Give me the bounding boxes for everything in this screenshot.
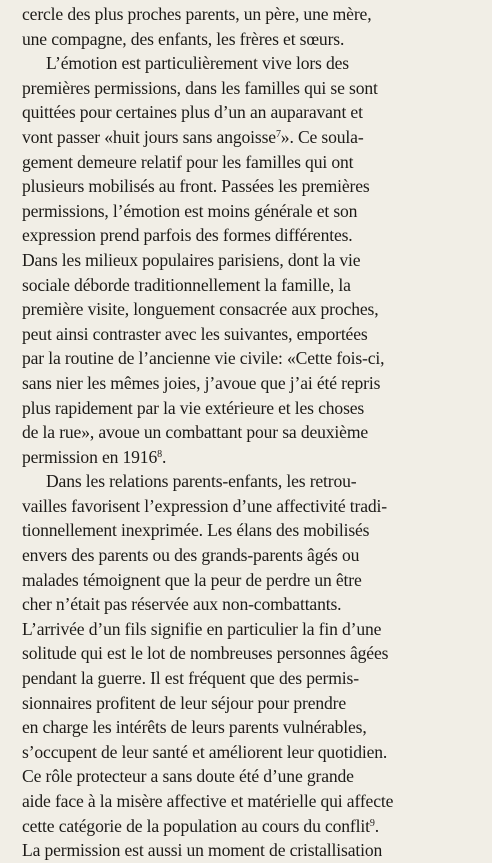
- text-line: [22, 641, 476, 666]
- line-text: L’arrivée d’un fils signifie en particulier la fin d’une: [22, 618, 382, 639]
- text-line: [22, 838, 476, 863]
- line-text: permission en 1916: [22, 446, 158, 467]
- line-text: cette catégorie de la population au cours du conflit: [22, 815, 370, 836]
- line-text: premières permissions, dans les familles qui se sont: [22, 77, 378, 98]
- line-text: pendant la guerre. Il est fréquent que des permis-: [22, 668, 359, 689]
- line-text: malades témoignent que la peur de perdre un être: [22, 569, 362, 590]
- line-text-continued: ». Ce soula-: [280, 126, 364, 147]
- text-line: [22, 248, 476, 273]
- text-line: [22, 568, 476, 593]
- text-line: [22, 223, 476, 248]
- text-line: [22, 51, 476, 76]
- line-text: expression prend parfois des formes différentes.: [22, 225, 353, 246]
- line-text: La permission est aussi un moment de cristallisation: [22, 840, 383, 861]
- line-text-continued: .: [374, 815, 379, 836]
- line-text: sans nier les mêmes joies, j’avoue que j’ai été repris: [22, 372, 381, 393]
- footnote-ref: 9: [369, 817, 375, 829]
- line-text: Dans les milieux populaires parisiens, dont la vie: [22, 249, 361, 270]
- line-text: première visite, longuement consacrée aux proches,: [22, 299, 379, 320]
- line-text: peut ainsi contraster avec les suivantes, emportées: [22, 323, 368, 344]
- line-text: plusieurs mobilisés au front. Passées les premières: [22, 176, 370, 197]
- line-text: permissions, l’émotion est moins générale et son: [22, 200, 358, 221]
- text-line: [22, 814, 476, 839]
- text-line: [22, 764, 476, 789]
- text-line: [22, 100, 476, 125]
- text-line: [22, 691, 476, 716]
- text-line: [22, 469, 476, 494]
- text-line: [22, 322, 476, 347]
- line-text: gement demeure relatif pour les familles qui ont: [22, 151, 354, 172]
- text-line: [22, 789, 476, 814]
- text-line: [22, 27, 476, 52]
- line-text: L’émotion est particulièrement vive lors des: [46, 53, 349, 74]
- line-text: Dans les relations parents-enfants, les retrou-: [46, 471, 357, 492]
- line-text: sociale déborde traditionnellement la famille, la: [22, 274, 351, 295]
- line-text: vont passer «huit jours sans angoisse: [22, 126, 276, 147]
- line-text: tionnellement inexprimée. Les élans des mobilisés: [22, 520, 370, 541]
- line-text: solitude qui est le lot de nombreuses personnes âgées: [22, 643, 389, 664]
- footnote-ref: 7: [275, 128, 281, 140]
- text-line: [22, 150, 476, 175]
- text-line: [22, 543, 476, 568]
- line-text: envers des parents ou des grands-parents âgés ou: [22, 545, 360, 566]
- text-line: [22, 125, 476, 150]
- line-text: quittées pour certaines plus d’un an auparavant et: [22, 102, 363, 123]
- text-line: [22, 346, 476, 371]
- text-line: [22, 420, 476, 445]
- line-text: s’occupent de leur santé et améliorent leur quotidien.: [22, 741, 388, 762]
- text-line: [22, 715, 476, 740]
- text-line: [22, 76, 476, 101]
- text-line: [22, 371, 476, 396]
- line-text: Ce rôle protecteur a sans doute été d’une grande: [22, 766, 354, 787]
- text-line: [22, 617, 476, 642]
- line-text: sionnaires profitent de leur séjour pour prendre: [22, 692, 347, 713]
- text-line: [22, 2, 476, 27]
- text-line: [22, 396, 476, 421]
- line-text: de la rue», avoue un combattant pour sa deuxième: [22, 422, 369, 443]
- text-line: [22, 740, 476, 765]
- text-line: [22, 174, 476, 199]
- text-line: [22, 592, 476, 617]
- line-text: par la routine de l’ancienne vie civile: «Cette fois-ci,: [22, 348, 385, 369]
- text-line: [22, 666, 476, 691]
- footnote-ref: 8: [157, 448, 162, 460]
- text-line: [22, 297, 476, 322]
- text-line: [22, 199, 476, 224]
- line-text: plus rapidement par la vie extérieure et les choses: [22, 397, 365, 418]
- line-text: une compagne, des enfants, les frères et sœurs.: [22, 28, 345, 49]
- line-text: cercle des plus proches parents, un père, une mère,: [22, 4, 372, 24]
- text-line: [22, 445, 476, 470]
- line-text: cher n’était pas réservée aux non-combattants.: [22, 594, 342, 615]
- line-text: vailles favorisent l’expression d’une affectivité tradi-: [22, 495, 388, 516]
- text-line: [22, 518, 476, 543]
- line-text: aide face à la misère affective et matérielle qui affecte: [22, 791, 394, 811]
- line-text-continued: .: [161, 446, 167, 467]
- text-line: [22, 273, 476, 298]
- text-line: [22, 494, 476, 519]
- line-text: en charge les intérêts de leurs parents vulnérables,: [22, 717, 367, 738]
- body-text: [22, 2, 476, 863]
